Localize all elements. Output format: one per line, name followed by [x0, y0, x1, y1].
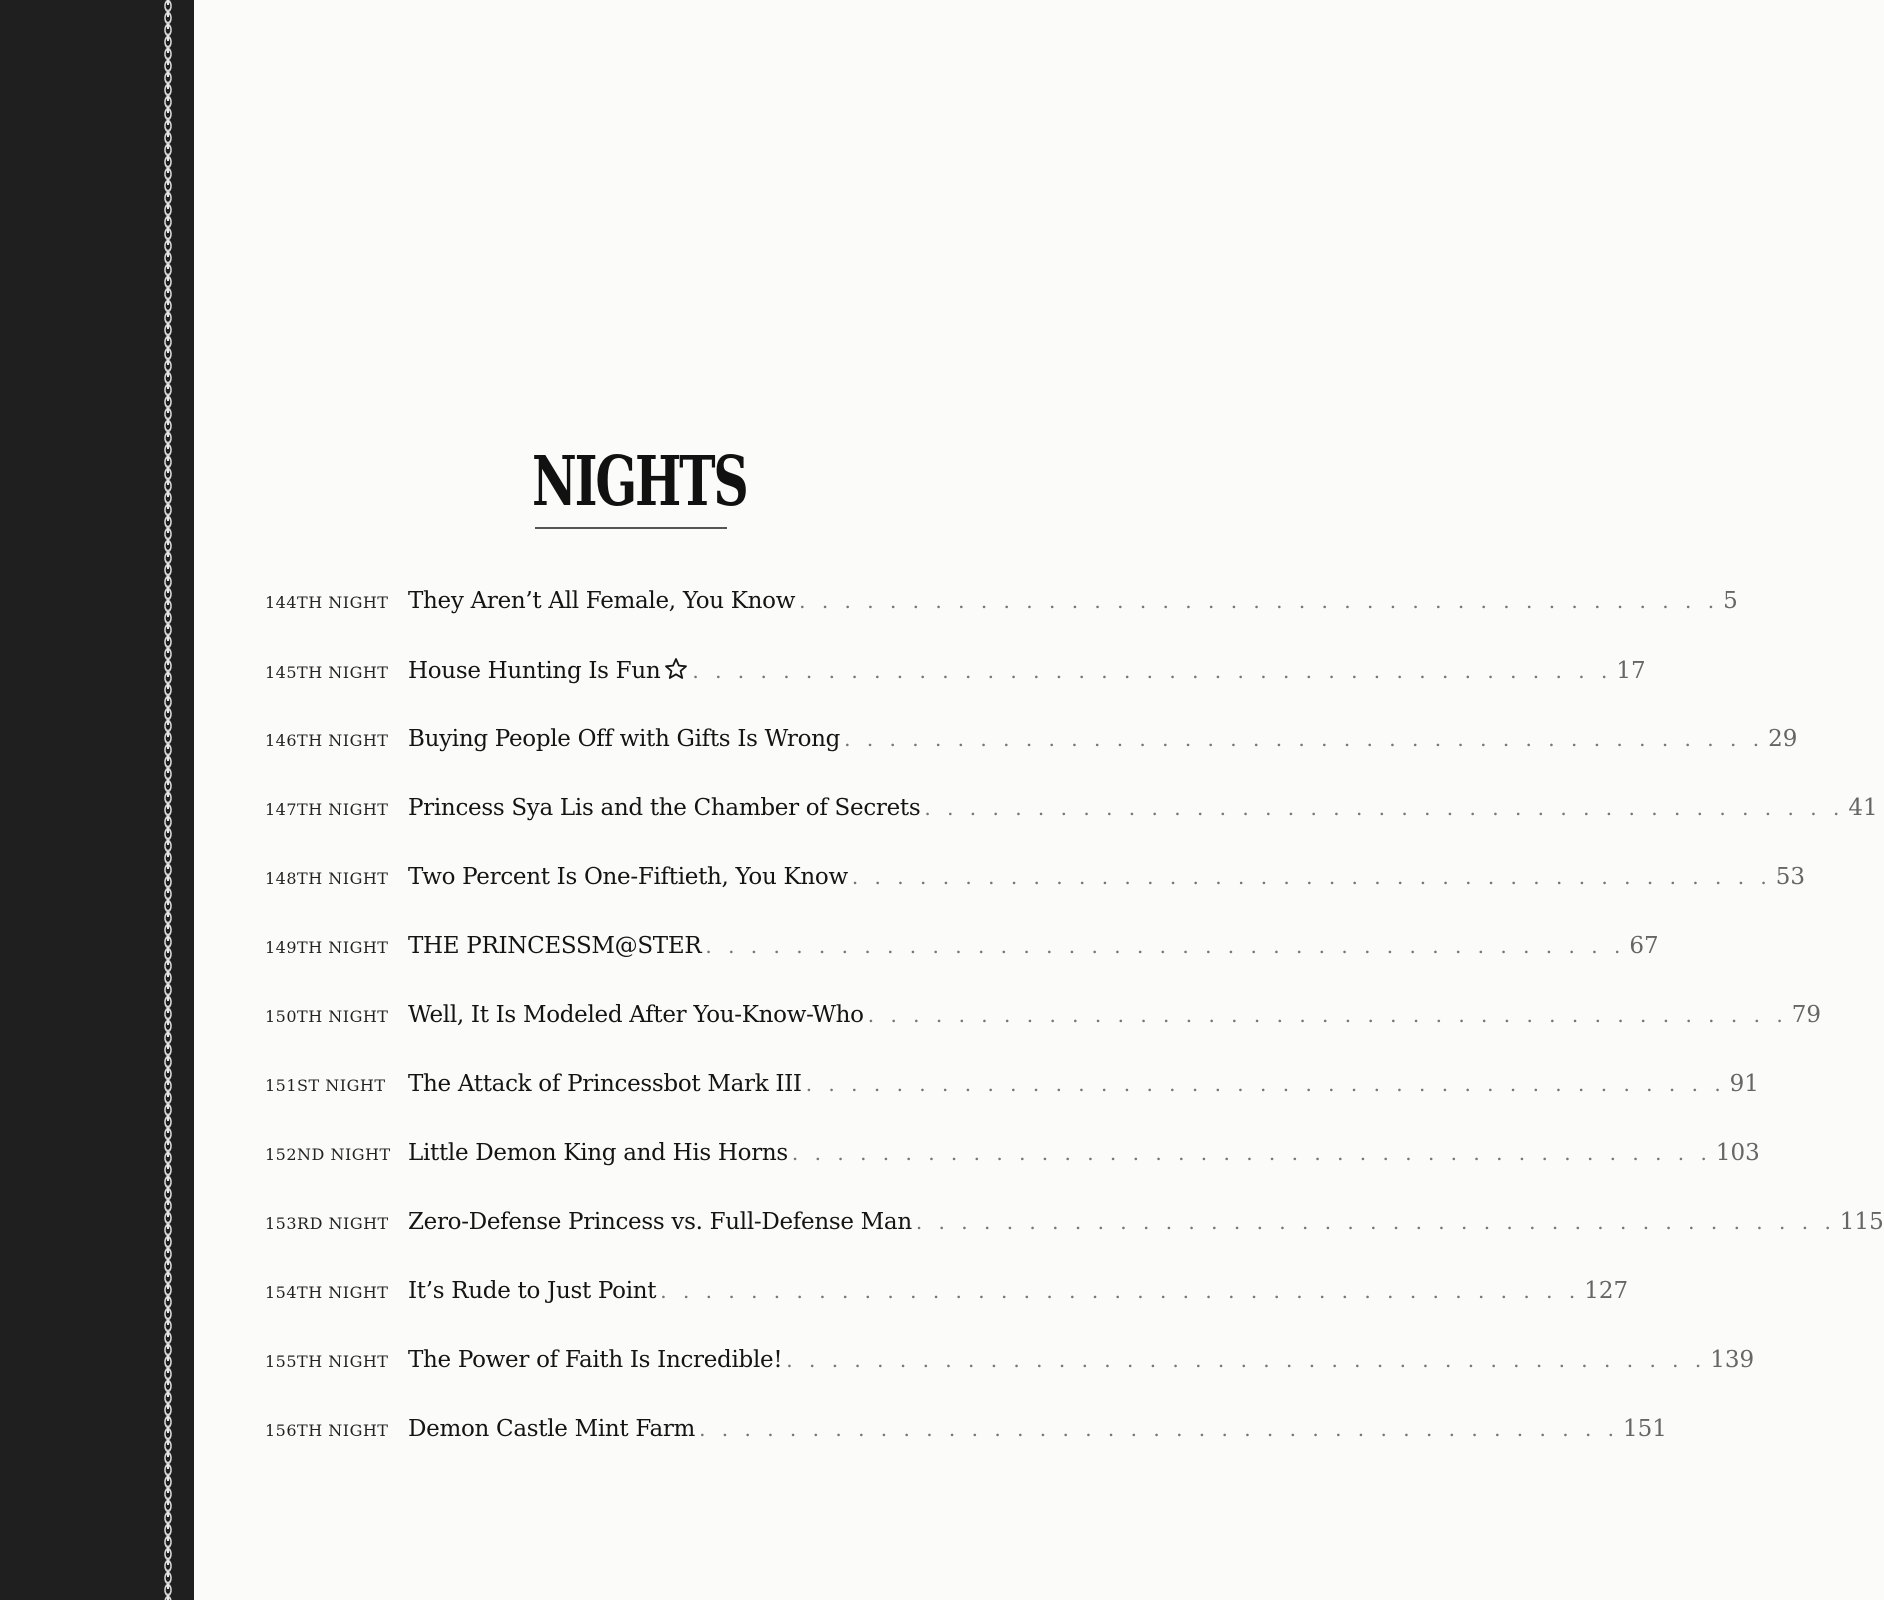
night-number: 150TH NIGHT	[265, 1007, 389, 1026]
chapter-title: The Attack of Princessbot Mark III	[408, 1071, 802, 1097]
toc-row[interactable]	[265, 1002, 1821, 1042]
page-number: 103	[1715, 1140, 1760, 1166]
chapter-title: Zero-Defense Princess vs. Full-Defense Man	[408, 1209, 912, 1235]
page-number: 115	[1839, 1209, 1884, 1235]
toc-row[interactable]	[265, 657, 1646, 697]
chapter-title: The Power of Faith Is Incredible!	[408, 1347, 783, 1373]
chapter-title	[408, 657, 688, 684]
dot-leader: . . . . . . . . . . . . . . . . . . . . . . . . . . . . . . . . . . . . . . . . .	[867, 1003, 1788, 1027]
page-number: 139	[1710, 1347, 1755, 1373]
toc-row[interactable]	[265, 1416, 1667, 1456]
chapter-title: THE PRINCESSM@STER	[408, 933, 702, 959]
star-icon	[664, 657, 688, 681]
page-number: 53	[1775, 864, 1806, 890]
dot-leader: . . . . . . . . . . . . . . . . . . . . . . . . . . . . . . . . . . . . . . . . .	[799, 589, 1720, 613]
page-number: 127	[1584, 1278, 1629, 1304]
chapter-title: It’s Rude to Just Point	[408, 1278, 657, 1304]
chapter-title: Buying People Off with Gifts Is Wrong	[408, 726, 841, 752]
night-number: 149TH NIGHT	[265, 938, 389, 957]
dot-leader: . . . . . . . . . . . . . . . . . . . . . . . . . . . . . . . . . . . . . . . . .	[805, 1072, 1726, 1096]
night-number: 151ST NIGHT	[265, 1076, 386, 1095]
toc-row[interactable]	[265, 933, 1659, 973]
night-number: 147TH NIGHT	[265, 800, 389, 819]
night-number: 154TH NIGHT	[265, 1283, 389, 1302]
page-number: 17	[1616, 658, 1646, 684]
night-number: 153RD NIGHT	[265, 1214, 389, 1233]
toc-row[interactable]	[265, 1071, 1759, 1111]
dot-leader: . . . . . . . . . . . . . . . . . . . . . . . . . . . . . . . . . . . . . . . . .	[786, 1348, 1707, 1372]
dot-leader: . . . . . . . . . . . . . . . . . . . . . . . . . . . . . . . . . . . . . . . . .	[851, 865, 1772, 889]
toc-row[interactable]	[265, 1347, 1755, 1387]
page-number: 5	[1723, 588, 1738, 614]
page-number: 41	[1848, 795, 1878, 821]
chapter-title-text: House Hunting Is Fun	[408, 658, 661, 684]
page-number: 67	[1629, 933, 1659, 959]
dot-leader: . . . . . . . . . . . . . . . . . . . . . . . . . . . . . . . . . . . . . . . . .	[844, 727, 1765, 751]
page-title: NIGHTS	[532, 442, 747, 522]
toc-row[interactable]	[265, 795, 1878, 835]
night-number: 152ND NIGHT	[265, 1145, 391, 1164]
chain-decoration	[162, 0, 174, 1600]
night-number: 145TH NIGHT	[265, 663, 389, 682]
toc-row[interactable]	[265, 1278, 1629, 1318]
page-number: 29	[1768, 726, 1798, 752]
chapter-title: Little Demon King and His Horns	[408, 1140, 788, 1166]
toc-row[interactable]	[265, 1140, 1760, 1180]
page-number: 91	[1729, 1071, 1759, 1097]
chapter-title: Princess Sya Lis and the Chamber of Secrets	[408, 795, 921, 821]
dot-leader: . . . . . . . . . . . . . . . . . . . . . . . . . . . . . . . . . . . . . . . . .	[699, 1417, 1620, 1441]
night-number: 146TH NIGHT	[265, 731, 389, 750]
night-number: 156TH NIGHT	[265, 1421, 389, 1440]
dot-leader: . . . . . . . . . . . . . . . . . . . . . . . . . . . . . . . . . . . . . . . . .	[660, 1279, 1581, 1303]
title-underline	[535, 527, 727, 529]
page-number: 79	[1791, 1002, 1821, 1028]
dot-leader: . . . . . . . . . . . . . . . . . . . . . . . . . . . . . . . . . . . . . . . . .	[692, 659, 1613, 683]
night-number: 155TH NIGHT	[265, 1352, 389, 1371]
dot-leader: . . . . . . . . . . . . . . . . . . . . . . . . . . . . . . . . . . . . . . . . .	[924, 796, 1845, 820]
toc-row[interactable]	[265, 588, 1738, 628]
dot-leader: . . . . . . . . . . . . . . . . . . . . . . . . . . . . . . . . . . . . . . . . .	[791, 1141, 1712, 1165]
page-number: 151	[1623, 1416, 1667, 1442]
dot-leader: . . . . . . . . . . . . . . . . . . . . . . . . . . . . . . . . . . . . . . . . .	[915, 1210, 1836, 1234]
night-number: 148TH NIGHT	[265, 869, 389, 888]
toc-row[interactable]	[265, 1209, 1884, 1249]
toc-row[interactable]	[265, 726, 1798, 766]
chapter-title: Demon Castle Mint Farm	[408, 1416, 696, 1442]
chapter-title: They Aren’t All Female, You Know	[408, 588, 796, 614]
chapter-title: Two Percent Is One-Fiftieth, You Know	[408, 864, 848, 890]
night-number: 144TH NIGHT	[265, 593, 389, 612]
toc-row[interactable]	[265, 864, 1806, 904]
dot-leader: . . . . . . . . . . . . . . . . . . . . . . . . . . . . . . . . . . . . . . . . .	[705, 934, 1626, 958]
chapter-title: Well, It Is Modeled After You-Know-Who	[408, 1002, 864, 1028]
